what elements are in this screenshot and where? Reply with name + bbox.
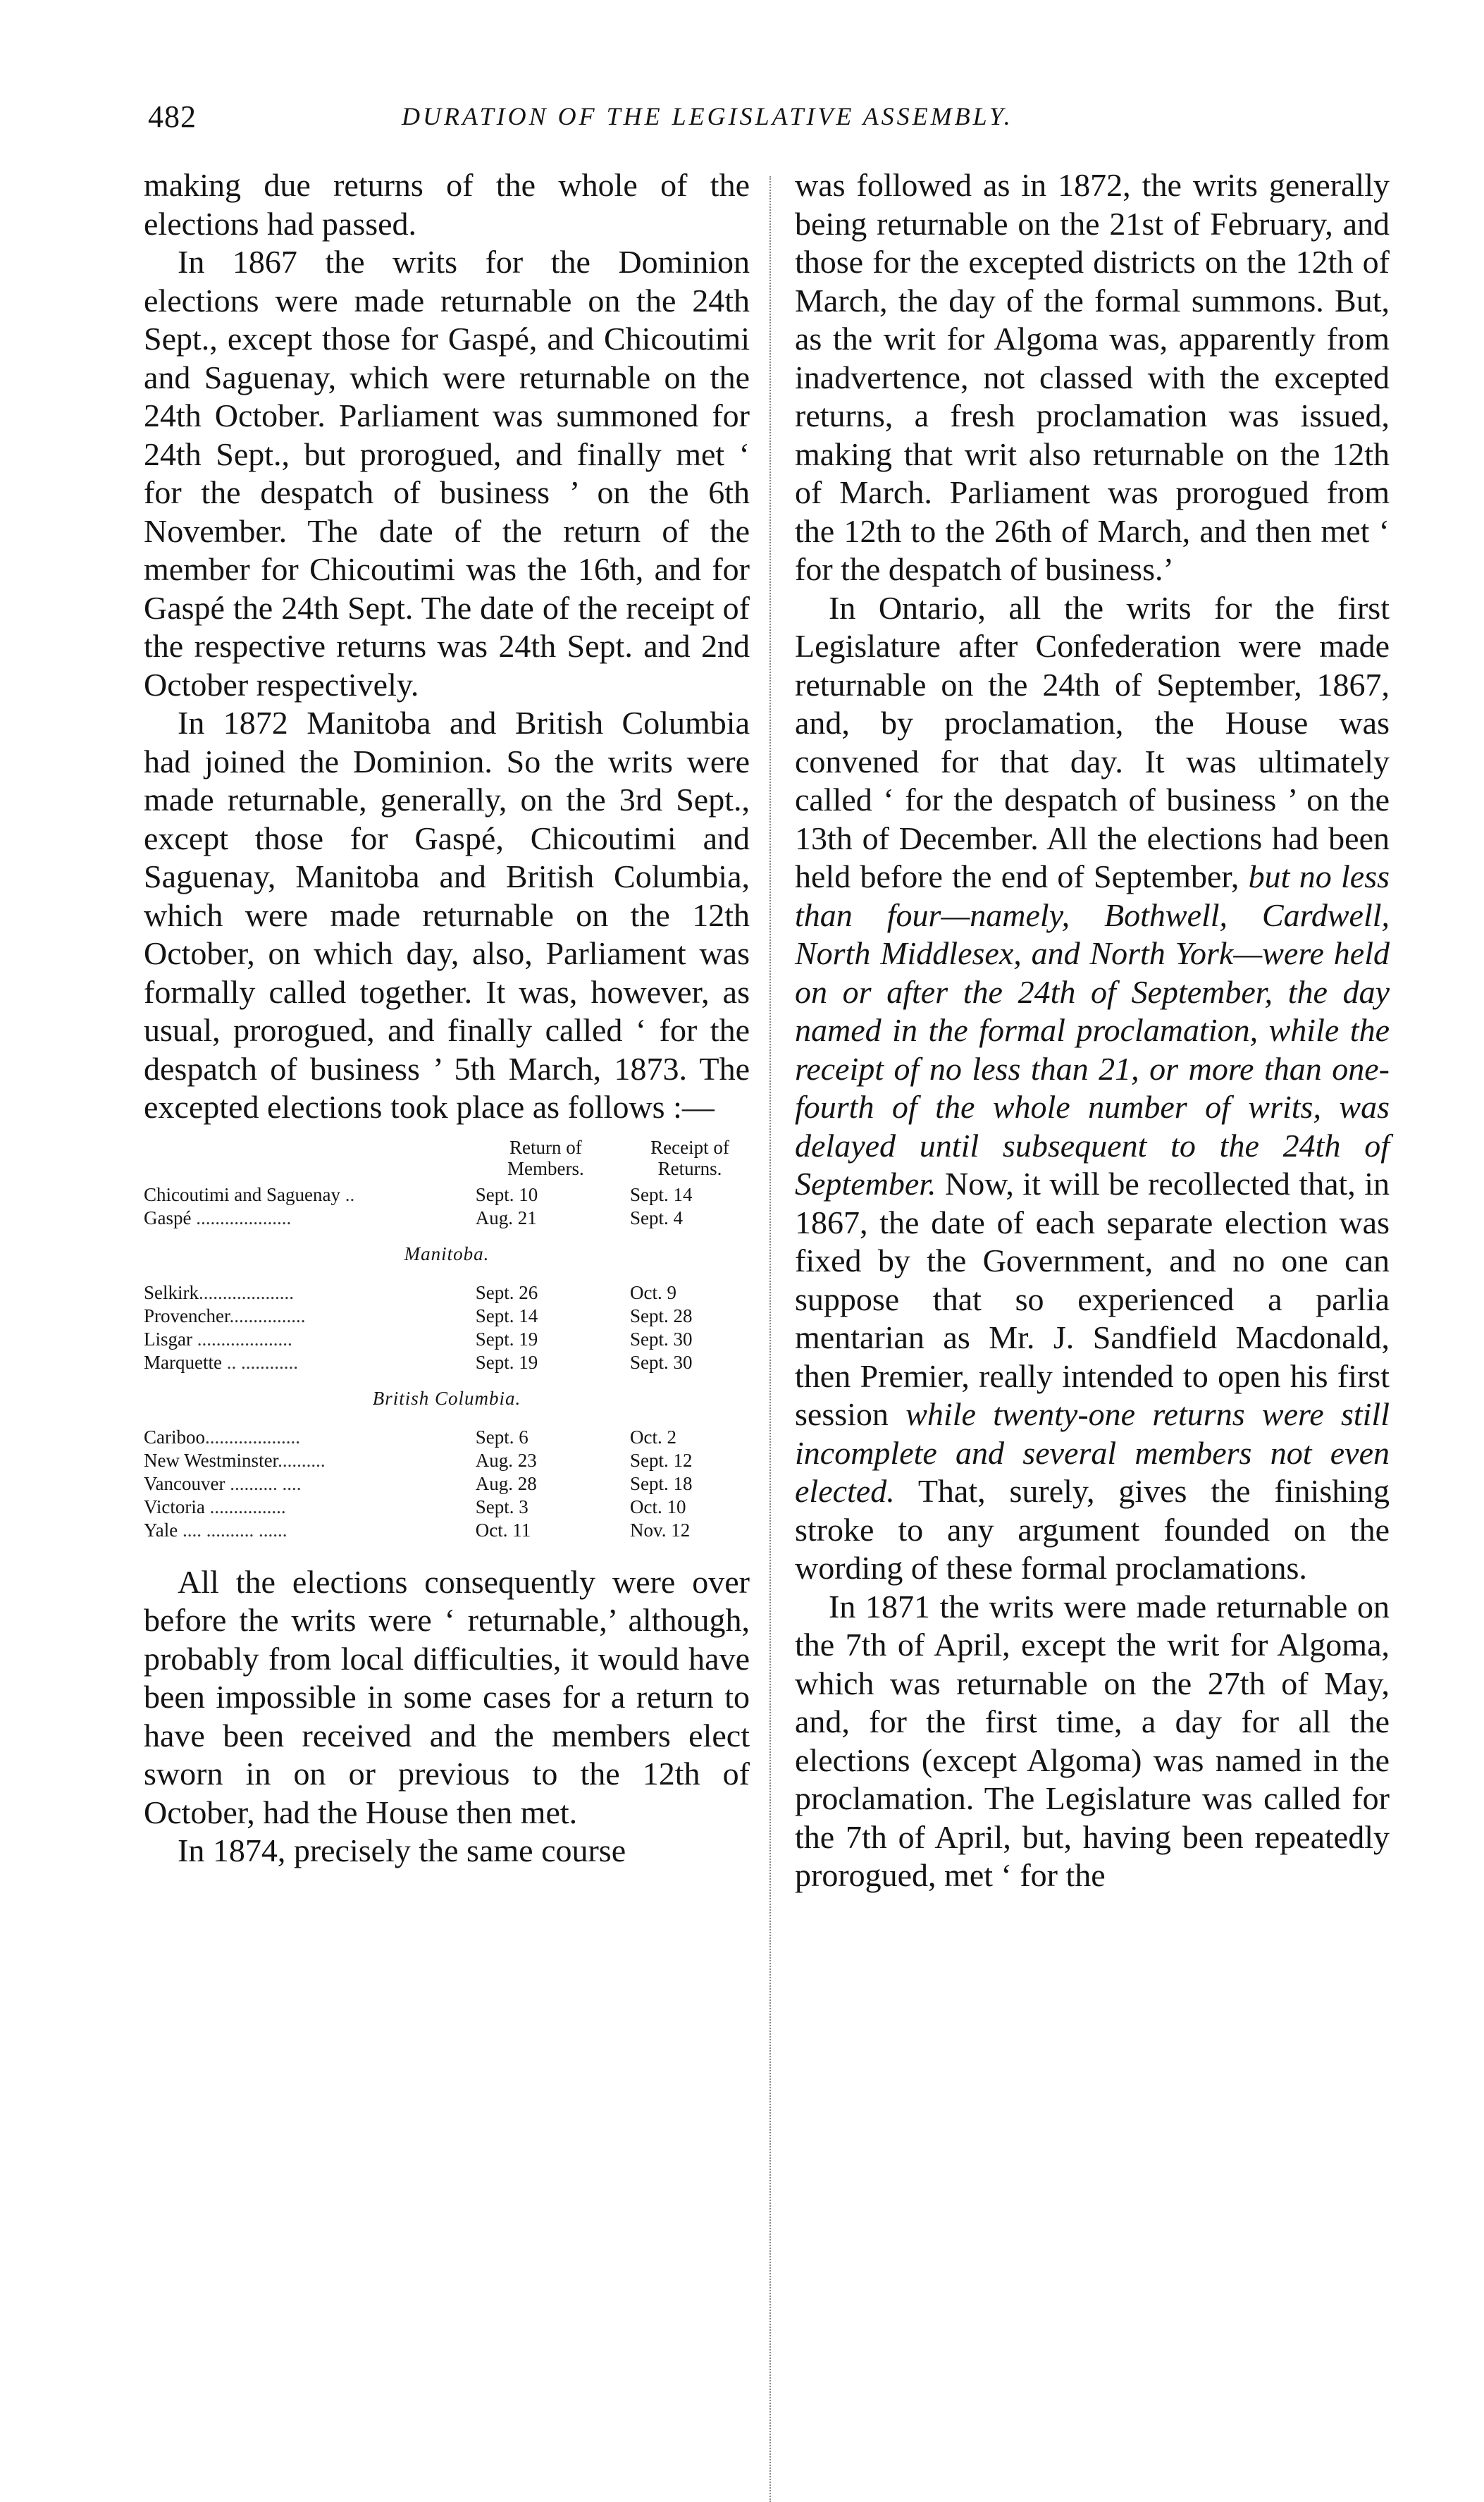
dot-leader: .................... bbox=[191, 1207, 292, 1228]
district-name: Gaspé bbox=[144, 1207, 192, 1228]
receipt-date: Sept. 30 bbox=[630, 1328, 693, 1350]
dot-leader: .......... .... bbox=[225, 1472, 302, 1494]
dot-leader: .................... bbox=[205, 1426, 300, 1448]
paragraph: All the elections consequently were over before the writs were ‘ returnable,’ although, probably from local difficulties, it would have been impossible in some cases for a return to have been received and the members elect sworn in on or previous to the 12th of October, had the House then met. bbox=[144, 1563, 750, 1830]
italic-run: while twenty-one returns were still incomplete and several members not even elected. bbox=[795, 1396, 1390, 1509]
district-name: Yale bbox=[144, 1519, 178, 1541]
receipt-date: Sept. 14 bbox=[630, 1183, 693, 1205]
section-manitoba: Manitoba. bbox=[404, 1243, 490, 1264]
return-date: Aug. 28 bbox=[475, 1472, 537, 1494]
district-name: Provencher bbox=[144, 1305, 230, 1326]
column-header-return: Return of Members. bbox=[507, 1136, 584, 1179]
paragraph: making due returns of the whole of the elections had passed. bbox=[144, 167, 750, 242]
italic-run: but no less than four—namely, Bothwell, Cardwell, North Middlesex, and North York—were held on or after the 24th of September, the day named in the formal proclamation, while the receipt of no less than 21, or more than one-fourth of the whole number of writs, was delayed until subsequent to the 24th of September. bbox=[795, 858, 1390, 1202]
paragraph: In 1867 the writs for the Dominion elections were made returnable on the 24th Sept., except those for Gaspé, and Chicoutimi and Saguenay, which were returnable on the 24th October. Parliament was summoned for 24th Sept., but prorogued, and finally met ‘ for the despatch of business ’ on the 6th November. The date of the return of the member for Chicoutimi was the 16th, and for Gaspé the 24th Sept. The date of the receipt of the respective returns was 24th Sept. and 2nd October respectively. bbox=[144, 244, 750, 703]
district-name: Chicoutimi and Saguenay bbox=[144, 1183, 340, 1205]
district-name: Lisgar bbox=[144, 1328, 192, 1350]
district-name: Vancouver bbox=[144, 1472, 225, 1494]
district-name: Victoria bbox=[144, 1496, 205, 1517]
column-divider bbox=[769, 176, 771, 2502]
paragraph: was followed as in 1872, the writs generally being returnable on the 21st of February, and those for the excepted districts on the 12th of March, the day of the formal summons. But, as the writ for Algoma was, apparently from inadvertence, not classed with the excepted returns, a fresh proclamation was issued, making that writ also returnable on the 12th of March. Parliament was prorogued from the 12th to the 26th of March, and then met ‘ for the despatch of business.’ bbox=[795, 167, 1390, 587]
column-header-receipt: Receipt of Returns. bbox=[650, 1136, 729, 1179]
paragraph: In 1871 the writs were made returnable on the 7th of April, except the writ for Algoma, which was returnable on the 27th of May, and, for the first time, a day for all the elections (except Algoma) was named in the proclamation. The Legislature was called for the 7th of April, but, having been repeatedly prorogued, met ‘ for the bbox=[795, 1588, 1390, 1893]
receipt-date: Sept. 30 bbox=[630, 1351, 693, 1373]
receipt-date: Oct. 2 bbox=[630, 1426, 676, 1448]
receipt-date: Oct. 10 bbox=[630, 1496, 686, 1517]
running-head bbox=[148, 99, 1381, 141]
dot-leader: .... .......... ...... bbox=[178, 1519, 287, 1541]
receipt-date: Sept. 28 bbox=[630, 1305, 693, 1326]
return-date: Sept. 19 bbox=[475, 1351, 538, 1373]
dot-leader: .. ............ bbox=[221, 1351, 298, 1373]
header-title: DURATION OF THE LEGISLATIVE ASSEMBLY. bbox=[402, 102, 1013, 130]
table-section-heading bbox=[144, 1230, 750, 1281]
district-name: Cariboo bbox=[144, 1426, 205, 1448]
table-row bbox=[144, 1426, 750, 1449]
receipt-date: Sept. 4 bbox=[630, 1207, 684, 1228]
return-date: Aug. 21 bbox=[475, 1207, 537, 1228]
dot-leader: ................ bbox=[204, 1496, 286, 1517]
receipt-date: Oct. 9 bbox=[630, 1281, 676, 1303]
left-column bbox=[144, 166, 750, 1871]
receipt-date: Sept. 12 bbox=[630, 1449, 693, 1471]
receipt-date: Nov. 12 bbox=[630, 1519, 691, 1541]
district-name: Selkirk bbox=[144, 1281, 199, 1303]
right-column bbox=[795, 166, 1390, 1895]
dot-leader: .. bbox=[340, 1183, 355, 1205]
table-row bbox=[144, 1305, 750, 1328]
return-date: Sept. 26 bbox=[475, 1281, 538, 1303]
receipt-date: Sept. 18 bbox=[630, 1472, 693, 1494]
table-row bbox=[144, 1183, 750, 1207]
table-row bbox=[144, 1328, 750, 1351]
table-row bbox=[144, 1281, 750, 1305]
return-date: Sept. 19 bbox=[475, 1328, 538, 1350]
return-date: Sept. 3 bbox=[475, 1496, 528, 1517]
district-name: Marquette bbox=[144, 1351, 222, 1373]
page-number: 482 bbox=[148, 99, 197, 134]
table-row bbox=[144, 1351, 750, 1374]
dot-leader: ................ bbox=[229, 1305, 306, 1326]
elections-table bbox=[144, 1137, 750, 1542]
text-run: Now, it will be recollected that, in 1867, the date of each separate election was fixed by the Government, and no one can suppose that so experienced a parlia mentarian as Mr. J. Sandfield Macdonald, then Premier, really intended to open his first session bbox=[795, 1166, 1390, 1432]
district-name: New Westminster bbox=[144, 1449, 278, 1471]
section-british-columbia: British Columbia. bbox=[372, 1387, 521, 1409]
paragraph bbox=[795, 589, 1390, 1588]
return-date: Aug. 23 bbox=[475, 1449, 537, 1471]
text-run: In Ontario, all the writs for the first Legislature after Confederation were made returnable on the 24th of September, 1867, and, by proclamation, the House was convened for that day. It was ultimately called ‘ for the despatch of business ’ on the 13th of December. All the elections had been held before the end of September, bbox=[795, 589, 1390, 894]
return-date: Sept. 14 bbox=[475, 1305, 538, 1326]
table-header-row bbox=[144, 1137, 750, 1183]
table-row bbox=[144, 1449, 750, 1472]
paragraph: In 1872 Manitoba and British Columbia had joined the Dominion. So the writs were made returnable, generally, on the 3rd Sept., except those for Gaspé, Chicoutimi and Saguenay, Manitoba and British Columbia, which were made returnable on the 12th October, on which day, also, Parliament was formally called together. It was, however, as usual, prorogued, and finally called ‘ for the despatch of business ’ 5th March, 1873. The excepted elections took place as follows :— bbox=[144, 705, 750, 1125]
paragraph: In 1874, precisely the same course bbox=[178, 1832, 626, 1868]
return-date: Oct. 11 bbox=[475, 1519, 531, 1541]
table-row bbox=[144, 1472, 750, 1496]
table-row bbox=[144, 1496, 750, 1519]
text-run: That, surely, gives the finishing stroke to any argument founded on the wording of these formal proclamations. bbox=[795, 1473, 1390, 1586]
dot-leader: .................... bbox=[192, 1328, 292, 1350]
table-section-heading bbox=[144, 1374, 750, 1426]
dot-leader: .......... bbox=[278, 1449, 326, 1471]
return-date: Sept. 6 bbox=[475, 1426, 528, 1448]
table-row bbox=[144, 1207, 750, 1230]
dot-leader: .................... bbox=[199, 1281, 294, 1303]
return-date: Sept. 10 bbox=[475, 1183, 538, 1205]
table-row bbox=[144, 1519, 750, 1542]
